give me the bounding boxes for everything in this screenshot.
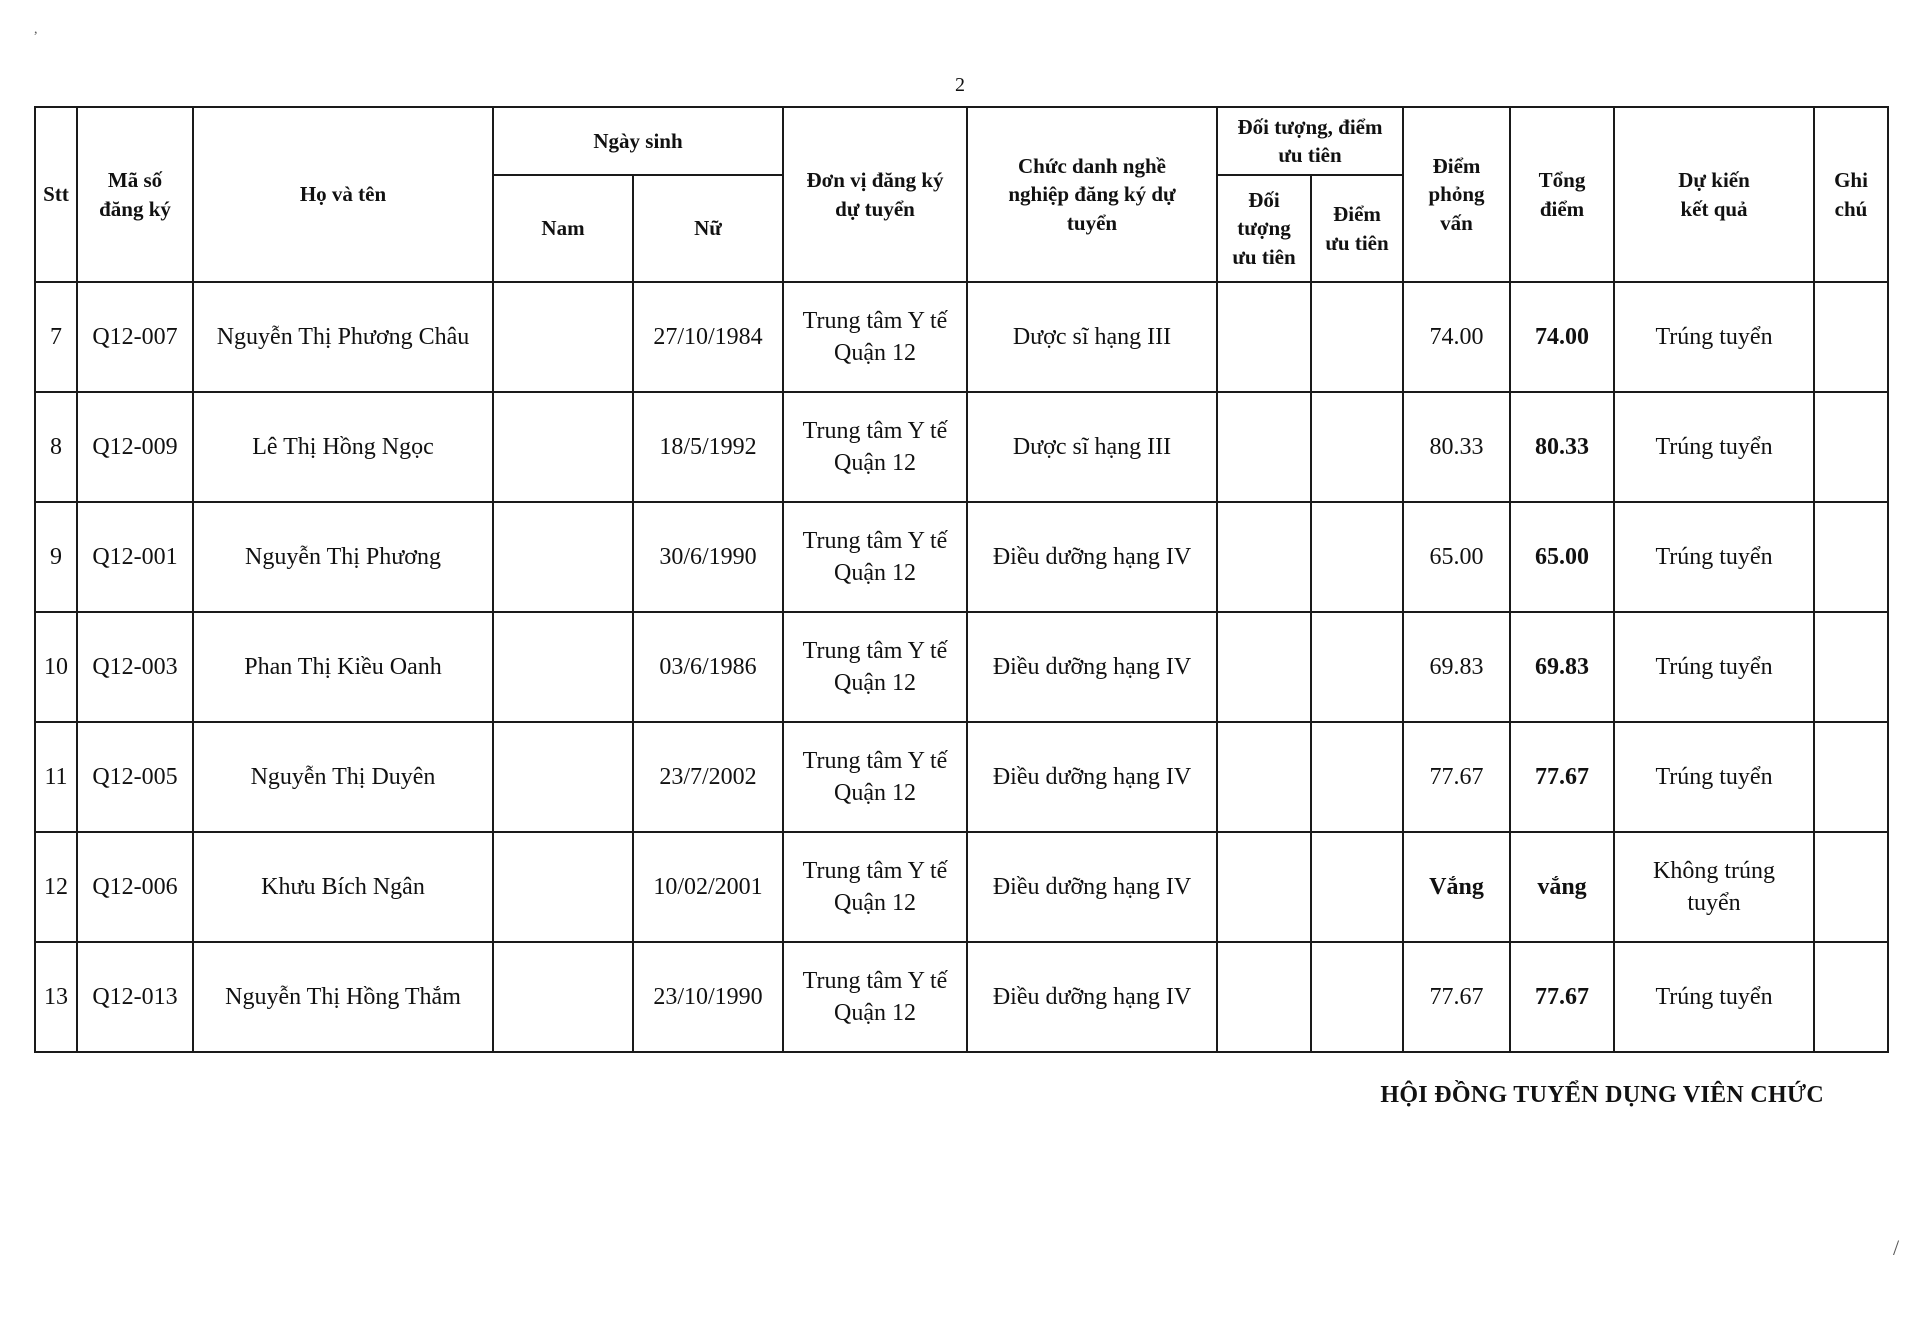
cell-don-vi-line: Quận 12 bbox=[834, 340, 916, 366]
cell-nu: 23/7/2002 bbox=[633, 722, 783, 832]
cell-ho-ten: Nguyễn Thị Duyên bbox=[193, 722, 493, 832]
cell-ho-ten: Lê Thị Hồng Ngọc bbox=[193, 392, 493, 502]
header-ho-ten: Họ và tên bbox=[193, 107, 493, 282]
cell-ho-ten: Khưu Bích Ngân bbox=[193, 832, 493, 942]
cell-du-kien bbox=[1614, 832, 1814, 942]
header-doi-tuong-diem-line: Đối tượng, điểm bbox=[1237, 114, 1383, 139]
header-ma-so bbox=[77, 107, 193, 282]
cell-doi-tuong bbox=[1217, 612, 1311, 722]
cell-ghi-chu bbox=[1814, 392, 1888, 502]
cell-ghi-chu bbox=[1814, 722, 1888, 832]
cell-diem-phong-van: 74.00 bbox=[1403, 282, 1510, 392]
cell-don-vi-line: Trung tâm Y tế bbox=[802, 857, 948, 884]
cell-chuc-danh: Điều dưỡng hạng IV bbox=[967, 942, 1217, 1052]
table-row bbox=[35, 942, 1888, 1052]
header-diem-phong-van-line: phỏng bbox=[1428, 182, 1485, 207]
cell-du-kien-line: Trúng tuyển bbox=[1655, 323, 1773, 350]
header-diem-phong-van-line: vấn bbox=[1440, 210, 1473, 235]
cell-du-kien-line: Trúng tuyển bbox=[1655, 433, 1773, 460]
cell-doi-tuong bbox=[1217, 282, 1311, 392]
cell-diem-uu-tien bbox=[1311, 722, 1403, 832]
cell-diem-phong-van: 69.83 bbox=[1403, 612, 1510, 722]
table-row bbox=[35, 612, 1888, 722]
cell-nam bbox=[493, 832, 633, 942]
cell-du-kien bbox=[1614, 502, 1814, 612]
cell-diem-phong-van: 77.67 bbox=[1403, 942, 1510, 1052]
cell-nam bbox=[493, 942, 633, 1052]
header-chuc-danh-line: tuyển bbox=[1066, 210, 1118, 235]
table-row bbox=[35, 832, 1888, 942]
cell-ho-ten: Nguyễn Thị Phương bbox=[193, 502, 493, 612]
header-chuc-danh-line: Chức danh nghề bbox=[1018, 153, 1166, 178]
cell-ghi-chu bbox=[1814, 612, 1888, 722]
cell-don-vi-line: Quận 12 bbox=[834, 1000, 916, 1026]
header-diem-phong-van bbox=[1403, 107, 1510, 282]
cell-tong-diem: 65.00 bbox=[1510, 502, 1614, 612]
header-ghi-chu bbox=[1814, 107, 1888, 282]
cell-doi-tuong bbox=[1217, 722, 1311, 832]
cell-chuc-danh: Điều dưỡng hạng IV bbox=[967, 502, 1217, 612]
cell-ho-ten: Nguyễn Thị Hồng Thắm bbox=[193, 942, 493, 1052]
header-du-kien-line: kết quả bbox=[1680, 196, 1748, 221]
cell-du-kien-line: Trúng tuyển bbox=[1655, 543, 1773, 570]
cell-doi-tuong bbox=[1217, 832, 1311, 942]
cell-nam bbox=[493, 502, 633, 612]
cell-du-kien bbox=[1614, 282, 1814, 392]
header-don-vi-line: Đơn vị đăng ký bbox=[806, 168, 944, 193]
cell-du-kien-line: tuyển bbox=[1687, 890, 1741, 916]
cell-du-kien-line: Trúng tuyển bbox=[1655, 763, 1773, 790]
header-doi-tuong-line: tượng bbox=[1237, 216, 1291, 241]
cell-don-vi-line: Trung tâm Y tế bbox=[802, 967, 948, 994]
cell-stt: 10 bbox=[35, 612, 77, 722]
cell-diem-uu-tien bbox=[1311, 502, 1403, 612]
cell-chuc-danh: Dược sĩ hạng III bbox=[967, 282, 1217, 392]
cell-du-kien bbox=[1614, 392, 1814, 502]
cell-ma-so: Q12-003 bbox=[77, 612, 193, 722]
cell-don-vi bbox=[783, 612, 967, 722]
cell-ma-so: Q12-013 bbox=[77, 942, 193, 1052]
header-don-vi-line: dự tuyển bbox=[835, 196, 915, 221]
table-body bbox=[35, 282, 1888, 1052]
header-du-kien bbox=[1614, 107, 1814, 282]
cell-du-kien-line: Trúng tuyển bbox=[1655, 983, 1773, 1010]
cell-diem-uu-tien bbox=[1311, 832, 1403, 942]
header-diem-uu-tien-line: Điểm bbox=[1333, 202, 1381, 227]
cell-du-kien bbox=[1614, 612, 1814, 722]
cell-diem-phong-van: 80.33 bbox=[1403, 392, 1510, 502]
header-du-kien-line: Dự kiến bbox=[1678, 168, 1750, 193]
cell-don-vi-line: Trung tâm Y tế bbox=[802, 747, 948, 774]
cell-don-vi bbox=[783, 832, 967, 942]
header-chuc-danh-line: nghiệp đăng ký dự bbox=[1008, 182, 1176, 207]
table-row bbox=[35, 392, 1888, 502]
header-nu: Nữ bbox=[633, 175, 783, 282]
header-doi-tuong bbox=[1217, 175, 1311, 282]
header-doi-tuong-line: ưu tiên bbox=[1232, 244, 1296, 269]
cell-chuc-danh: Điều dưỡng hạng IV bbox=[967, 612, 1217, 722]
cell-diem-uu-tien bbox=[1311, 612, 1403, 722]
cell-ghi-chu bbox=[1814, 832, 1888, 942]
header-doi-tuong-line: Đối bbox=[1248, 187, 1280, 212]
header-diem-uu-tien bbox=[1311, 175, 1403, 282]
cell-don-vi-line: Quận 12 bbox=[834, 560, 916, 586]
header-ma-so-line: đăng ký bbox=[99, 196, 171, 221]
header-ngay-sinh: Ngày sinh bbox=[493, 107, 783, 175]
header-tong-diem-line: Tổng bbox=[1538, 168, 1586, 193]
cell-doi-tuong bbox=[1217, 392, 1311, 502]
cell-don-vi bbox=[783, 502, 967, 612]
header-nam: Nam bbox=[493, 175, 633, 282]
cell-tong-diem: 77.67 bbox=[1510, 942, 1614, 1052]
cell-stt: 12 bbox=[35, 832, 77, 942]
cell-tong-diem: 74.00 bbox=[1510, 282, 1614, 392]
header-ghi-chu-line: Ghi bbox=[1834, 168, 1868, 193]
cell-chuc-danh: Điều dưỡng hạng IV bbox=[967, 722, 1217, 832]
cell-diem-phong-van: Vắng bbox=[1403, 832, 1510, 942]
header-tong-diem-line: điểm bbox=[1539, 196, 1585, 221]
cell-tong-diem: 69.83 bbox=[1510, 612, 1614, 722]
cell-stt: 8 bbox=[35, 392, 77, 502]
cell-tong-diem: 77.67 bbox=[1510, 722, 1614, 832]
cell-du-kien bbox=[1614, 942, 1814, 1052]
cell-nu: 03/6/1986 bbox=[633, 612, 783, 722]
cell-don-vi bbox=[783, 282, 967, 392]
cell-stt: 11 bbox=[35, 722, 77, 832]
cell-doi-tuong bbox=[1217, 502, 1311, 612]
cell-ho-ten: Phan Thị Kiều Oanh bbox=[193, 612, 493, 722]
cell-nam bbox=[493, 392, 633, 502]
cell-ghi-chu bbox=[1814, 942, 1888, 1052]
cell-ho-ten: Nguyễn Thị Phương Châu bbox=[193, 282, 493, 392]
cell-stt: 7 bbox=[35, 282, 77, 392]
cell-nu: 30/6/1990 bbox=[633, 502, 783, 612]
cell-don-vi-line: Quận 12 bbox=[834, 670, 916, 696]
cell-du-kien-line: Không trúng bbox=[1653, 857, 1776, 884]
cell-don-vi bbox=[783, 722, 967, 832]
header-doi-tuong-diem-line: ưu tiên bbox=[1278, 143, 1342, 167]
cell-tong-diem: 80.33 bbox=[1510, 392, 1614, 502]
cell-don-vi-line: Trung tâm Y tế bbox=[802, 417, 948, 444]
header-don-vi bbox=[783, 107, 967, 282]
table-row bbox=[35, 722, 1888, 832]
cell-don-vi-line: Trung tâm Y tế bbox=[802, 527, 948, 554]
cell-ma-so: Q12-007 bbox=[77, 282, 193, 392]
header-diem-uu-tien-line: ưu tiên bbox=[1325, 230, 1389, 255]
header-ma-so-line: Mã số bbox=[107, 168, 163, 193]
cell-doi-tuong bbox=[1217, 942, 1311, 1052]
cell-don-vi-line: Trung tâm Y tế bbox=[802, 307, 948, 334]
cell-chuc-danh: Dược sĩ hạng III bbox=[967, 392, 1217, 502]
cell-nam bbox=[493, 722, 633, 832]
table-header bbox=[35, 107, 1888, 282]
cell-ghi-chu bbox=[1814, 282, 1888, 392]
scan-mark: / bbox=[1893, 1235, 1900, 1260]
cell-nam bbox=[493, 612, 633, 722]
cell-diem-phong-van: 65.00 bbox=[1403, 502, 1510, 612]
cell-nu: 18/5/1992 bbox=[633, 392, 783, 502]
cell-diem-uu-tien bbox=[1311, 942, 1403, 1052]
cell-ma-so: Q12-001 bbox=[77, 502, 193, 612]
table-row bbox=[35, 282, 1888, 392]
cell-nu: 27/10/1984 bbox=[633, 282, 783, 392]
cell-diem-uu-tien bbox=[1311, 392, 1403, 502]
cell-diem-phong-van: 77.67 bbox=[1403, 722, 1510, 832]
council-signature: HỘI ĐỒNG TUYỂN DỤNG VIÊN CHỨC bbox=[1380, 1082, 1824, 1108]
cell-don-vi-line: Quận 12 bbox=[834, 780, 916, 806]
cell-nu: 23/10/1990 bbox=[633, 942, 783, 1052]
cell-don-vi-line: Trung tâm Y tế bbox=[802, 637, 948, 664]
cell-don-vi bbox=[783, 942, 967, 1052]
cell-don-vi-line: Quận 12 bbox=[834, 450, 916, 476]
header-stt: Stt bbox=[35, 107, 77, 282]
header-chuc-danh bbox=[967, 107, 1217, 282]
results-table bbox=[34, 106, 1889, 1053]
cell-don-vi-line: Quận 12 bbox=[834, 890, 916, 916]
table-row bbox=[35, 502, 1888, 612]
scan-mark: , bbox=[34, 22, 38, 37]
cell-du-kien bbox=[1614, 722, 1814, 832]
cell-ma-so: Q12-006 bbox=[77, 832, 193, 942]
cell-stt: 9 bbox=[35, 502, 77, 612]
header-ghi-chu-line: chú bbox=[1834, 196, 1868, 221]
cell-chuc-danh: Điều dưỡng hạng IV bbox=[967, 832, 1217, 942]
cell-ma-so: Q12-009 bbox=[77, 392, 193, 502]
cell-ma-so: Q12-005 bbox=[77, 722, 193, 832]
header-tong-diem bbox=[1510, 107, 1614, 282]
cell-tong-diem: vắng bbox=[1510, 832, 1614, 942]
cell-stt: 13 bbox=[35, 942, 77, 1052]
cell-nu: 10/02/2001 bbox=[633, 832, 783, 942]
header-diem-phong-van-line: Điểm bbox=[1432, 153, 1481, 178]
page-number: 2 bbox=[955, 74, 965, 96]
cell-du-kien-line: Trúng tuyển bbox=[1655, 653, 1773, 680]
header-doi-tuong-diem bbox=[1217, 107, 1403, 175]
cell-nam bbox=[493, 282, 633, 392]
cell-don-vi bbox=[783, 392, 967, 502]
cell-diem-uu-tien bbox=[1311, 282, 1403, 392]
cell-ghi-chu bbox=[1814, 502, 1888, 612]
